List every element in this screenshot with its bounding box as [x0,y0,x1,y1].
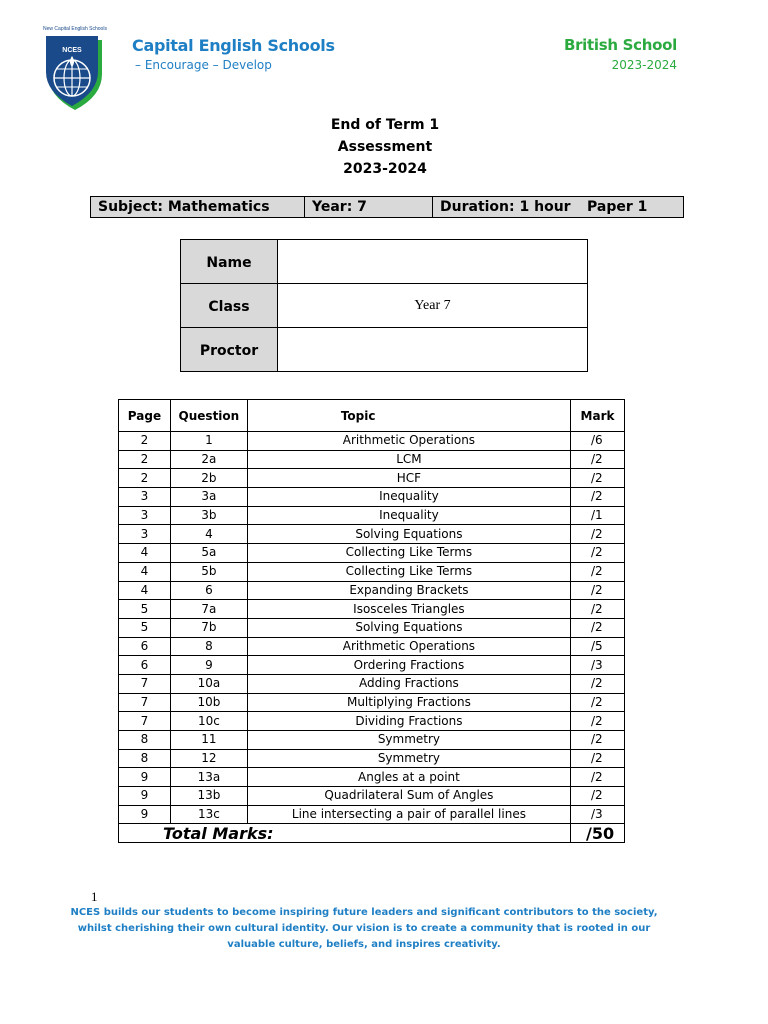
row-mark-cell: /2 [571,749,625,768]
row-topic-cell: Line intersecting a pair of parallel lines [247,805,570,824]
row-topic-cell: Arithmetic Operations [247,432,570,451]
row-topic-cell: Ordering Fractions [247,656,570,675]
row-topic-cell: Inequality [247,488,570,507]
marks-table-body [119,432,625,824]
row-mark-cell: /2 [571,731,625,750]
table-row [119,656,625,675]
row-question-cell: 10b [170,693,247,712]
table-row [119,469,625,488]
proctor-field[interactable] [278,328,588,372]
row-question-cell: 2b [170,469,247,488]
header-topic: Topic [247,400,570,432]
row-page-cell: 4 [119,544,171,563]
row-mark-cell: /2 [571,787,625,806]
name-row [181,240,588,284]
row-topic-cell: Symmetry [247,731,570,750]
row-page-cell: 3 [119,488,171,507]
row-question-cell: 3b [170,506,247,525]
row-topic-cell: Angles at a point [247,768,570,787]
row-mark-cell: /2 [571,488,625,507]
row-question-cell: 7b [170,618,247,637]
row-question-cell: 4 [170,525,247,544]
row-mark-cell: /2 [571,562,625,581]
subject-label: Subject: Mathematics [91,197,305,217]
marks-header-row [119,400,625,432]
row-page-cell: 9 [119,805,171,824]
class-field[interactable]: Year 7 [278,284,588,328]
proctor-row [181,328,588,372]
row-topic-cell: Solving Equations [247,525,570,544]
total-marks-label: Total Marks: [119,824,571,843]
table-row [119,805,625,824]
table-row [119,525,625,544]
row-page-cell: 4 [119,581,171,600]
row-mark-cell: /1 [571,506,625,525]
page-number: 1 [91,889,98,904]
table-row [119,618,625,637]
table-row [119,544,625,563]
row-mark-cell: /2 [571,693,625,712]
row-question-cell: 7a [170,600,247,619]
table-row [119,749,625,768]
row-mark-cell: /5 [571,637,625,656]
row-page-cell: 2 [119,432,171,451]
row-mark-cell: /2 [571,674,625,693]
title-line-1: End of Term 1 [330,117,440,133]
row-topic-cell: Collecting Like Terms [247,562,570,581]
table-row [119,432,625,451]
table-row [119,731,625,750]
header-page: Page [119,400,171,432]
row-mark-cell: /2 [571,450,625,469]
row-mark-cell: /2 [571,544,625,563]
table-row [119,712,625,731]
row-mark-cell: /3 [571,805,625,824]
row-page-cell: 9 [119,787,171,806]
logo-caption: New Capital English Schools [43,26,107,32]
row-mark-cell: /2 [571,469,625,488]
table-row [119,600,625,619]
subject-bar [90,196,684,218]
table-row [119,562,625,581]
row-page-cell: 5 [119,618,171,637]
table-row [119,637,625,656]
row-topic-cell: Adding Fractions [247,674,570,693]
row-page-cell: 8 [119,749,171,768]
row-page-cell: 4 [119,562,171,581]
row-page-cell: 2 [119,450,171,469]
name-label: Name [181,240,278,284]
footer-note: NCES builds our students to become inspiring future leaders and significant contributors to the society, whilst cherishing their own cultural identity. Our vision is to create a community that is rooted in our valuable culture, beliefs, and inspires creativity. [70,907,658,950]
row-page-cell: 8 [119,731,171,750]
row-page-cell: 3 [119,506,171,525]
year-label: Year: 7 [305,197,433,217]
row-topic-cell: Quadrilateral Sum of Angles [247,787,570,806]
total-marks-value: /50 [571,824,625,843]
row-page-cell: 7 [119,693,171,712]
duration-label: Duration: 1 hour [440,199,571,215]
row-question-cell: 13b [170,787,247,806]
row-mark-cell: /2 [571,525,625,544]
row-mark-cell: /6 [571,432,625,451]
table-row [119,768,625,787]
row-question-cell: 5a [170,544,247,563]
row-topic-cell: Dividing Fractions [247,712,570,731]
table-row [119,693,625,712]
table-row [119,581,625,600]
row-question-cell: 3a [170,488,247,507]
title-line-2: Assessment [337,139,433,155]
row-page-cell: 9 [119,768,171,787]
row-question-cell: 9 [170,656,247,675]
row-topic-cell: Multiplying Fractions [247,693,570,712]
school-name: Capital English Schools [132,36,335,55]
row-page-cell: 6 [119,656,171,675]
row-page-cell: 6 [119,637,171,656]
proctor-label: Proctor [181,328,278,372]
row-mark-cell: /2 [571,618,625,637]
row-question-cell: 10a [170,674,247,693]
row-topic-cell: LCM [247,450,570,469]
row-topic-cell: HCF [247,469,570,488]
header-question: Question [170,400,247,432]
paper-label: Paper 1 [587,199,648,215]
class-row [181,284,588,328]
row-question-cell: 2a [170,450,247,469]
table-row [119,506,625,525]
title-line-3: 2023-2024 [343,161,427,177]
table-row [119,674,625,693]
row-mark-cell: /2 [571,600,625,619]
row-page-cell: 5 [119,600,171,619]
row-question-cell: 11 [170,731,247,750]
total-row [119,824,625,843]
school-year: 2023-2024 [611,58,677,72]
row-page-cell: 3 [119,525,171,544]
row-topic-cell: Arithmetic Operations [247,637,570,656]
row-topic-cell: Collecting Like Terms [247,544,570,563]
row-page-cell: 7 [119,712,171,731]
header-mark: Mark [571,400,625,432]
name-field[interactable] [278,240,588,284]
row-mark-cell: /2 [571,712,625,731]
row-question-cell: 13c [170,805,247,824]
row-question-cell: 5b [170,562,247,581]
shield-icon [44,34,106,112]
table-row [119,450,625,469]
school-logo [36,26,114,114]
row-page-cell: 7 [119,674,171,693]
logo-text: NCES [62,47,82,54]
row-question-cell: 12 [170,749,247,768]
row-mark-cell: /3 [571,656,625,675]
row-question-cell: 6 [170,581,247,600]
marks-table [118,399,625,843]
row-question-cell: 1 [170,432,247,451]
row-topic-cell: Symmetry [247,749,570,768]
table-row [119,787,625,806]
row-page-cell: 2 [119,469,171,488]
row-question-cell: 8 [170,637,247,656]
school-type: British School [563,36,677,54]
school-motto: – Encourage – Develop [135,58,272,72]
document-title [0,114,768,180]
row-mark-cell: /2 [571,581,625,600]
row-topic-cell: Inequality [247,506,570,525]
table-row [119,488,625,507]
student-info-table [180,239,588,372]
row-topic-cell: Isosceles Triangles [247,600,570,619]
row-question-cell: 13a [170,768,247,787]
row-question-cell: 10c [170,712,247,731]
row-topic-cell: Expanding Brackets [247,581,570,600]
row-mark-cell: /2 [571,768,625,787]
row-topic-cell: Solving Equations [247,618,570,637]
class-label: Class [181,284,278,328]
